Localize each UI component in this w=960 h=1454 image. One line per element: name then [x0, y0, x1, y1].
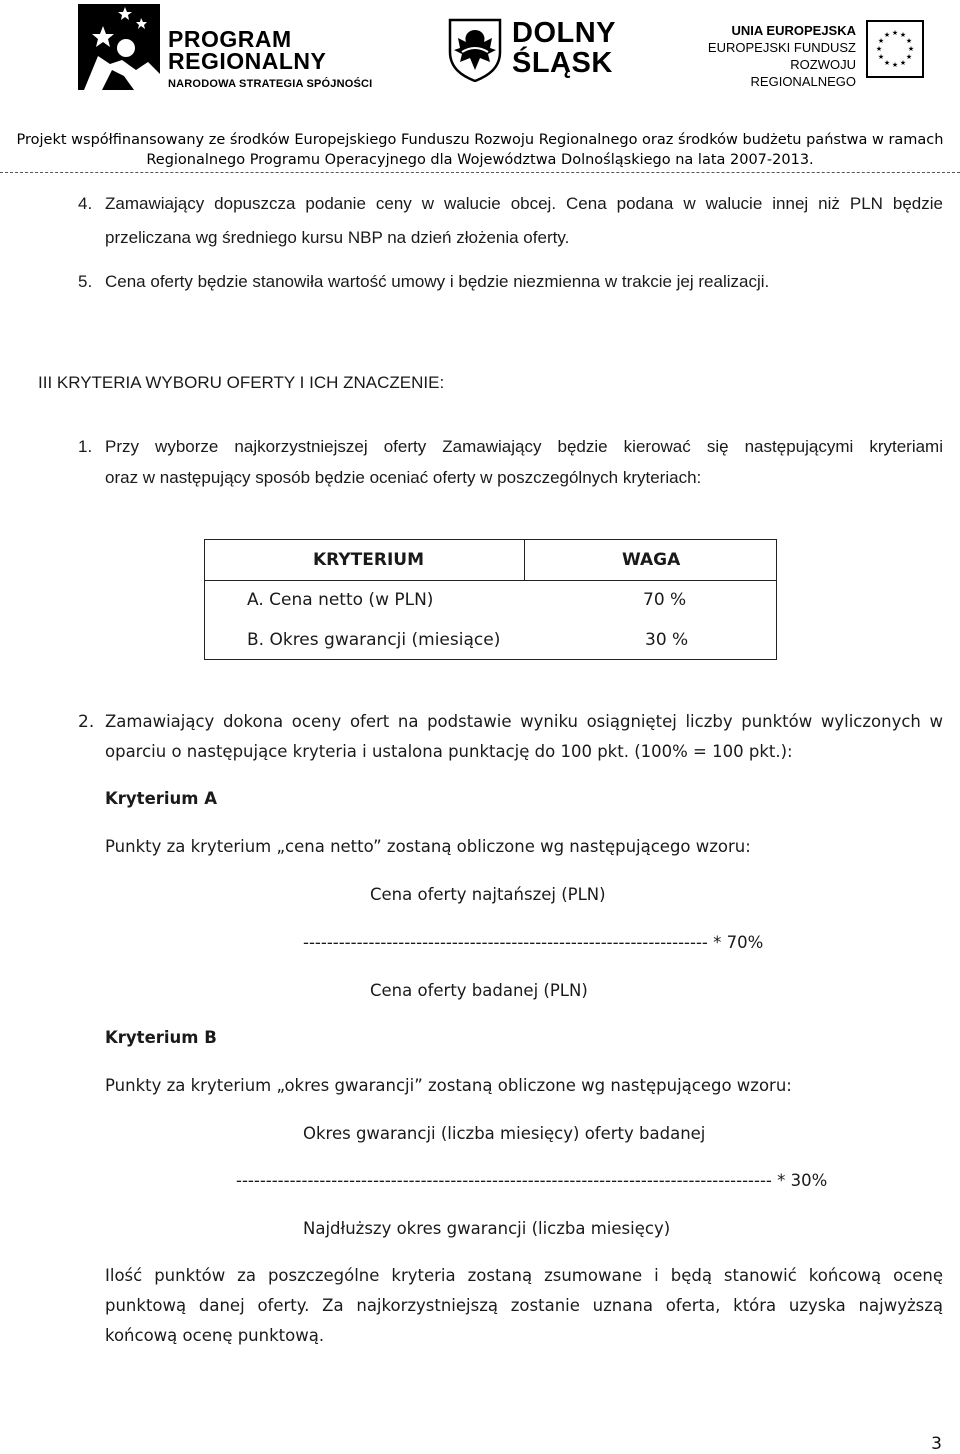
criterion-b-denominator: Najdłuższy okres gwarancji (liczba miesięcy)	[303, 1219, 671, 1238]
table-row-criterion: A. Cena netto (w PLN)	[247, 590, 434, 610]
point-1-number: 1.	[78, 437, 93, 456]
table-row-criterion: B. Okres gwarancji (miesiące)	[247, 630, 501, 650]
program-regionalny-logo-mark	[78, 4, 160, 90]
program-regionalny-logo-text: PROGRAM REGIONALNY	[168, 26, 327, 74]
dolny-slask-logo-text: DOLNY ŚLĄSK	[512, 17, 616, 79]
dolny-slask-crest-icon	[448, 18, 502, 82]
svg-text:★: ★	[877, 53, 885, 61]
criterion-b-intro: Punkty za kryterium „okres gwarancji” zostaną obliczone wg następującego wzoru:	[105, 1076, 792, 1095]
criteria-table	[204, 539, 777, 660]
item-4-text-cont: przeliczana wg średniego kursu NBP na dzień złożenia oferty.	[105, 228, 570, 247]
point-2-text-cont: oparciu o następujące kryteria i ustalona punktację do 100 pkt. (100% = 100 pkt.):	[105, 742, 793, 761]
table-row-weight: 70 %	[643, 590, 687, 610]
point-1-text-cont: oraz w następujący sposób będzie oceniać oferty w poszczególnych kryteriach:	[105, 468, 702, 487]
criterion-b-heading: Kryterium B	[105, 1028, 217, 1047]
svg-text:★: ★	[905, 37, 913, 45]
svg-text:★: ★	[891, 61, 899, 69]
eu-flag-icon	[866, 20, 924, 78]
criterion-b-numerator: Okres gwarancji (liczba miesięcy) oferty badanej	[303, 1124, 706, 1143]
criterion-a-denominator: Cena oferty badanej (PLN)	[370, 981, 588, 1000]
svg-text:★: ★	[899, 59, 907, 67]
svg-text:★: ★	[877, 37, 885, 45]
item-5-text: Cena oferty będzie stanowiła wartość umowy i będzie niezmienna w trakcie jej realizacji.	[105, 272, 770, 291]
criterion-b-fraction-line: ------------------------------------------------------------------------------------------ * 30%	[236, 1171, 828, 1190]
table-row-weight: 30 %	[645, 630, 689, 650]
svg-text:★: ★	[899, 31, 907, 39]
item-4-text: Zamawiający dopuszcza podanie ceny w walucie obcej. Cena podana w walucie innej niż PLN będzie	[105, 194, 943, 213]
criterion-a-numerator: Cena oferty najtańszej (PLN)	[370, 885, 606, 904]
item-4-number: 4.	[78, 194, 93, 213]
cofinance-note-line1: Projekt współfinansowany ze środków Europejskiego Funduszu Rozwoju Regionalnego oraz środków budżetu państwa w ramach	[16, 132, 944, 148]
table-header-criterion: KRYTERIUM	[313, 550, 424, 570]
svg-text:★: ★	[907, 45, 915, 53]
table-header-weight: WAGA	[622, 550, 681, 570]
section-heading: III KRYTERIA WYBORU OFERTY I ICH ZNACZENIE:	[38, 373, 445, 392]
summary-paragraph: Ilość punktów za poszczególne kryteria zostaną zsumowane i będą stanowić końcową ocenę punktową danej oferty. Za najkorzystniejszą zostanie uznana oferta, która uzyska najwyższą końcową ocenę punktową.	[105, 1266, 943, 1345]
header-divider	[0, 172, 960, 173]
eu-logo-text: UNIA EUROPEJSKA EUROPEJSKI FUNDUSZ ROZWOJU REGIONALNEGO	[707, 23, 856, 89]
svg-text:★: ★	[883, 31, 891, 39]
cofinance-note-line2: Regionalnego Programu Operacyjnego dla Województwa Dolnośląskiego na lata 2007-2013.	[146, 152, 814, 168]
program-regionalny-subtitle: NARODOWA STRATEGIA SPÓJNOŚCI	[168, 78, 373, 90]
svg-text:★: ★	[875, 45, 883, 53]
point-2-text: Zamawiający dokona oceny ofert na podstawie wyniku osiągniętej liczby punktów wyliczonych w	[105, 712, 943, 731]
point-1-text: Przy wyborze najkorzystniejszej oferty Zamawiający będzie kierować się następującymi kryteriami	[105, 437, 943, 456]
point-2-number: 2.	[78, 712, 95, 732]
criterion-a-fraction-line: -------------------------------------------------------------------- * 70%	[303, 933, 764, 952]
criterion-a-heading: Kryterium A	[105, 789, 218, 808]
svg-text:★: ★	[905, 53, 913, 61]
svg-text:★: ★	[891, 29, 899, 37]
page-number: 3	[931, 1434, 942, 1454]
item-5-number: 5.	[78, 272, 93, 291]
criterion-a-intro: Punkty za kryterium „cena netto” zostaną obliczone wg następującego wzoru:	[105, 837, 751, 856]
svg-text:★: ★	[883, 59, 891, 67]
